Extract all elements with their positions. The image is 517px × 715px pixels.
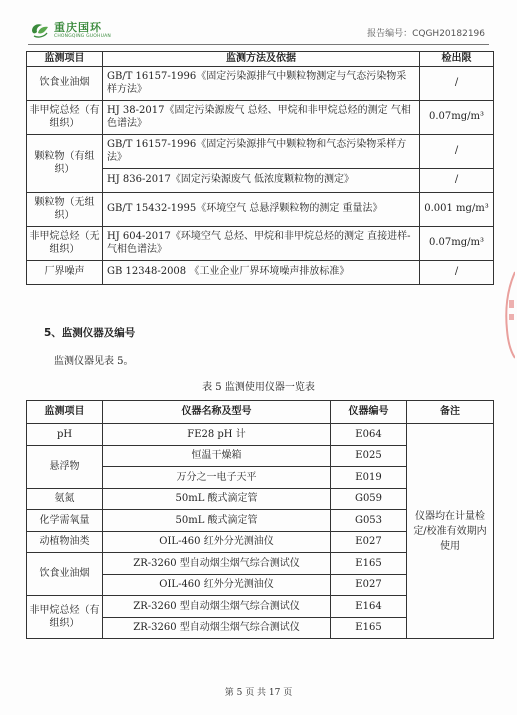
instrument-no-cell: E027 [331, 531, 407, 553]
method-cell: HJ 38-2017《固定污染源废气 总烃、甲烷和非甲烷总烃的测定 气相色谱法》 [103, 100, 420, 134]
logo-english-text: CHONGQING GUOHUAN [54, 34, 111, 40]
table-header-row [27, 52, 494, 67]
table-row [27, 260, 494, 284]
page-footer: 第 5 页 共 17 页 [224, 688, 293, 698]
header-cell: 监测项目 [27, 401, 103, 424]
limit-cell: / [420, 134, 494, 168]
instrument-cell: FE28 pH 计 [103, 424, 331, 446]
company-logo [30, 22, 111, 40]
instrument-no-cell: E025 [331, 445, 407, 467]
seal-stamp-edge [501, 270, 515, 360]
limit-cell: / [420, 66, 494, 100]
method-cell: GB/T 16157-1996《固定污染源排气中颗粒物和气态污染物采样方法》 [103, 134, 420, 168]
table-row [27, 134, 494, 168]
instrument-no-cell: E165 [331, 617, 407, 639]
method-cell: GB 12348-2008 《工业企业厂界环境噪声排放标准》 [103, 260, 420, 284]
table-caption: 表 5 监测使用仪器一览表 [202, 382, 315, 393]
method-cell: HJ 836-2017《固定污染源废气 低浓度颗粒物的测定》 [103, 168, 420, 192]
instrument-no-cell: E027 [331, 574, 407, 596]
item-cell: 饮食业油烟 [27, 66, 103, 100]
header-cell: 监测方法及依据 [103, 52, 420, 67]
item-cell: 化学需氧量 [27, 510, 103, 532]
instrument-no-cell: E164 [331, 596, 407, 618]
method-cell: GB/T 16157-1996《固定污染源排气中颗粒物测定与气态污染物采样方法》 [103, 66, 420, 100]
instrument-cell: ZR-3260 型自动烟尘烟气综合测试仪 [103, 617, 331, 639]
item-cell: 非甲烷总烃（有组织） [27, 100, 103, 134]
remarks-cell: 仪器均在计量检定/校准有效期内使用 [407, 424, 494, 639]
item-cell: 非甲烷总烃（无组织） [27, 226, 103, 260]
instrument-cell: 50mL 酸式滴定管 [103, 488, 331, 510]
instrument-cell: 恒温干燥箱 [103, 445, 331, 467]
item-cell: 厂界噪声 [27, 260, 103, 284]
header-cell: 检出限 [420, 52, 494, 67]
header-cell: 备注 [407, 401, 494, 424]
item-cell: 颗粒物（无组织） [27, 192, 103, 226]
instruments-table [26, 400, 494, 639]
table-header-row [27, 401, 494, 424]
instrument-no-cell: E019 [331, 467, 407, 489]
table-row [27, 424, 494, 446]
item-cell: 氨氮 [27, 488, 103, 510]
item-cell: 非甲烷总烃（有组织） [27, 596, 103, 639]
item-cell: 饮食业油烟 [27, 553, 103, 596]
instrument-cell: OIL-460 红外分光测油仪 [103, 574, 331, 596]
item-cell: 动植物油类 [27, 531, 103, 553]
limit-cell: 0.07mg/m³ [420, 100, 494, 134]
instrument-no-cell: E165 [331, 553, 407, 575]
instrument-no-cell: G059 [331, 488, 407, 510]
limit-cell: / [420, 260, 494, 284]
limit-cell: 0.07mg/m³ [420, 226, 494, 260]
instrument-cell: OIL-460 红外分光测油仪 [103, 531, 331, 553]
instrument-cell: ZR-3260 型自动烟尘烟气综合测试仪 [103, 596, 331, 618]
table-row [27, 66, 494, 100]
header-cell: 仪器名称及型号 [103, 401, 331, 424]
limit-cell: / [420, 168, 494, 192]
instrument-no-cell: G053 [331, 510, 407, 532]
method-cell: GB/T 15432-1995《环境空气 总悬浮颗粒物的测定 重量法》 [103, 192, 420, 226]
header-cell: 监测项目 [27, 52, 103, 67]
item-cell: 悬浮物 [27, 445, 103, 488]
item-cell: 颗粒物（有组织） [27, 134, 103, 192]
report-number: 报告编号：CQGH20182196 [367, 29, 485, 39]
section-heading: 5、监测仪器及编号 [44, 327, 136, 339]
logo-chinese-text: 重庆国环 [54, 21, 102, 35]
table-row [27, 226, 494, 260]
header-cell: 仪器编号 [331, 401, 407, 424]
table-row [27, 100, 494, 134]
table-row [27, 192, 494, 226]
instrument-no-cell: E064 [331, 424, 407, 446]
section-paragraph: 监测仪器见表 5。 [54, 356, 134, 367]
instrument-cell: 万分之一电子天平 [103, 467, 331, 489]
monitoring-methods-table [26, 51, 494, 285]
header-divider [28, 44, 489, 45]
item-cell: pH [27, 424, 103, 446]
method-cell: HJ 604-2017《环境空气 总烃、甲烷和非甲烷总烃的测定 直接进样-气相色谱法》 [103, 226, 420, 260]
instrument-cell: ZR-3260 型自动烟尘烟气综合测试仪 [103, 553, 331, 575]
instrument-cell: 50mL 酸式滴定管 [103, 510, 331, 532]
logo-leaf-icon [30, 22, 50, 40]
limit-cell: 0.001 mg/m³ [420, 192, 494, 226]
